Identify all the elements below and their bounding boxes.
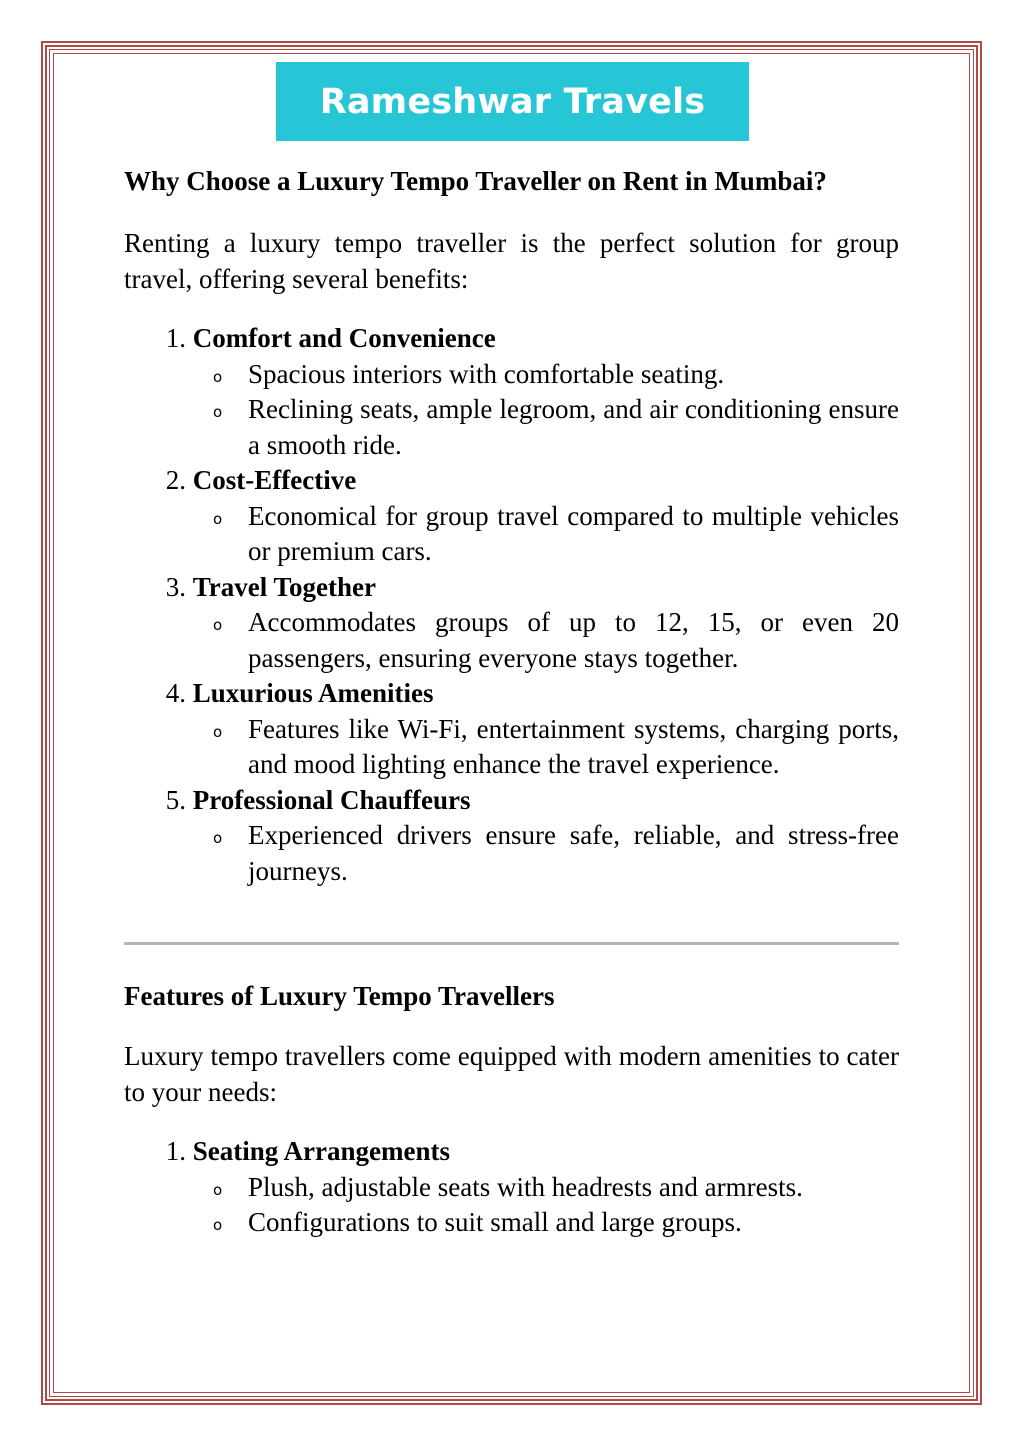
circle-bullet-icon: o xyxy=(213,509,223,528)
sub-list-item-text: Plush, adjustable seats with headrests and armrests. xyxy=(248,1171,803,1202)
list-item-title: Travel Together xyxy=(192,571,376,602)
list-item xyxy=(124,676,899,783)
list-item-number: 5. xyxy=(165,784,186,815)
list-item-number: 2. xyxy=(165,465,186,495)
list-item-title: Comfort and Convenience xyxy=(192,323,496,353)
section-why-choose xyxy=(124,163,899,889)
list-item xyxy=(124,463,899,570)
sub-list-item xyxy=(213,712,899,783)
circle-bullet-icon: o xyxy=(213,367,223,386)
section-intro: Renting a luxury tempo traveller is the perfect solution for group travel, offering several benefits: xyxy=(124,228,899,294)
list-item-title: Cost-Effective xyxy=(192,465,357,495)
sub-list-item xyxy=(213,392,899,463)
sub-list-item xyxy=(213,499,899,570)
sub-list-item-text: Economical for group travel compared to multiple vehicles or premium cars. xyxy=(248,500,899,566)
sub-list-item xyxy=(213,605,899,676)
list-item xyxy=(124,570,899,677)
circle-bullet-icon: o xyxy=(213,616,223,634)
circle-bullet-icon: o xyxy=(213,1180,223,1199)
benefits-list xyxy=(124,321,899,889)
sub-list-item-text: Accommodates groups of up to 12, 15, or even 20 passengers, ensuring everyone stays together. xyxy=(248,607,899,673)
features-list xyxy=(124,1134,899,1241)
logo-banner xyxy=(276,62,749,141)
section-intro: Luxury tempo travellers come equipped with modern amenities to cater to your needs: xyxy=(124,1041,899,1107)
sub-list-item xyxy=(213,1170,899,1206)
sub-list-item-text: Configurations to suit small and large groups. xyxy=(248,1207,742,1237)
document-content xyxy=(124,163,899,1241)
section-divider xyxy=(124,942,899,945)
sub-list xyxy=(124,712,899,783)
sub-list-item-text: Spacious interiors with comfortable seating. xyxy=(248,358,725,389)
list-item-title: Luxurious Amenities xyxy=(192,678,434,708)
circle-bullet-icon: o xyxy=(213,403,223,421)
sub-list-item-text: Features like Wi-Fi, entertainment systems, charging ports, and mood lighting enhance the travel experience. xyxy=(248,713,899,779)
sub-list xyxy=(124,1170,899,1241)
logo-text: Rameshwar Travels xyxy=(319,81,706,122)
list-item-title: Seating Arrangements xyxy=(192,1136,450,1166)
list-item-number: 1. xyxy=(165,1136,186,1166)
list-item xyxy=(124,321,899,463)
sub-list-item xyxy=(213,357,899,393)
sub-list-item-text: Experienced drivers ensure safe, reliable, and stress-free journeys. xyxy=(248,820,899,886)
list-item-number: 4. xyxy=(165,678,186,708)
list-item-number: 1. xyxy=(165,323,186,353)
circle-bullet-icon: o xyxy=(213,1216,223,1234)
sub-list-item-text: Reclining seats, ample legroom, and air conditioning ensure a smooth ride. xyxy=(248,394,899,460)
sub-list xyxy=(124,818,899,889)
sub-list xyxy=(124,605,899,676)
sub-list-item xyxy=(213,1205,899,1241)
sub-list-item xyxy=(213,818,899,889)
list-item xyxy=(124,1134,899,1241)
circle-bullet-icon: o xyxy=(213,829,223,847)
sub-list xyxy=(124,357,899,464)
list-item-title: Professional Chauffeurs xyxy=(192,784,471,815)
list-item-number: 3. xyxy=(165,571,186,602)
list-item xyxy=(124,783,899,890)
circle-bullet-icon: o xyxy=(213,722,223,741)
section-features xyxy=(124,978,899,1241)
sub-list xyxy=(124,499,899,570)
section-heading: Features of Luxury Tempo Travellers xyxy=(124,981,555,1011)
section-heading: Why Choose a Luxury Tempo Traveller on Rent in Mumbai? xyxy=(124,166,827,196)
